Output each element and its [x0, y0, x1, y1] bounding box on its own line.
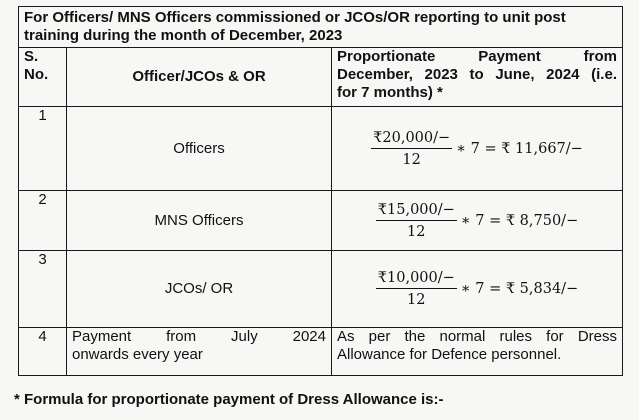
table-heading: For Officers/ MNS Officers commissioned or JCOs/OR reporting to unit post training during the month of December, 2023	[19, 7, 623, 48]
category-line: Payment from July 2024	[72, 328, 326, 345]
table-heading-row	[19, 7, 623, 48]
row-category: Officers	[67, 107, 332, 191]
row-sno: 3	[19, 251, 67, 328]
payment-line: As per the normal rules for Dress	[337, 328, 617, 345]
category-line: onwards every year	[72, 346, 203, 363]
column-header-row	[19, 48, 623, 107]
fraction-numerator: ₹20,000/−	[371, 129, 452, 149]
formula-result: ∗ 7 = ₹ 11,667/−	[456, 140, 583, 157]
fraction-numerator: ₹10,000/−	[376, 269, 457, 289]
formula	[376, 201, 578, 241]
row-payment-formula	[332, 107, 623, 191]
table-row	[19, 328, 623, 376]
fraction-denominator: 12	[402, 151, 421, 168]
fraction	[376, 201, 457, 241]
column-header-category: Officer/JCOs & OR	[67, 48, 332, 107]
row-payment-formula	[332, 191, 623, 251]
sno-header-line: No.	[24, 66, 49, 83]
row-payment-text	[332, 328, 623, 376]
row-category: JCOs/ OR	[67, 251, 332, 328]
row-payment-formula	[332, 251, 623, 328]
formula-result: ∗ 7 = ₹ 8,750/−	[460, 212, 579, 229]
column-header-payment	[332, 48, 623, 107]
fraction-denominator: 12	[407, 292, 426, 308]
fraction-numerator: ₹15,000/−	[376, 201, 457, 221]
dress-allowance-table	[18, 6, 623, 376]
document-page	[14, 6, 622, 408]
table-row	[19, 107, 623, 191]
row-sno: 1	[19, 107, 67, 191]
row-category: MNS Officers	[67, 191, 332, 251]
row-category	[67, 328, 332, 376]
fraction	[376, 269, 457, 309]
payment-header-line: for 7 months) *	[337, 84, 443, 101]
fraction	[371, 129, 452, 169]
payment-header-line: Proportionate Payment from	[337, 48, 617, 65]
payment-header-line: December, 2023 to June, 2024 (i.e.	[337, 66, 617, 83]
table-row	[19, 251, 623, 328]
fraction-denominator: 12	[407, 223, 426, 240]
formula	[376, 269, 578, 309]
formula	[371, 129, 583, 169]
formula-result: ∗ 7 = ₹ 5,834/−	[460, 281, 579, 297]
payment-line: Allowance for Defence personnel.	[337, 346, 562, 363]
row-sno: 4	[19, 328, 67, 376]
column-header-sno	[19, 48, 67, 107]
table-row	[19, 191, 623, 251]
row-sno: 2	[19, 191, 67, 251]
footnote: * Formula for proportionate payment of Dress Allowance is:-	[14, 391, 444, 408]
sno-header-line: S.	[24, 48, 39, 65]
